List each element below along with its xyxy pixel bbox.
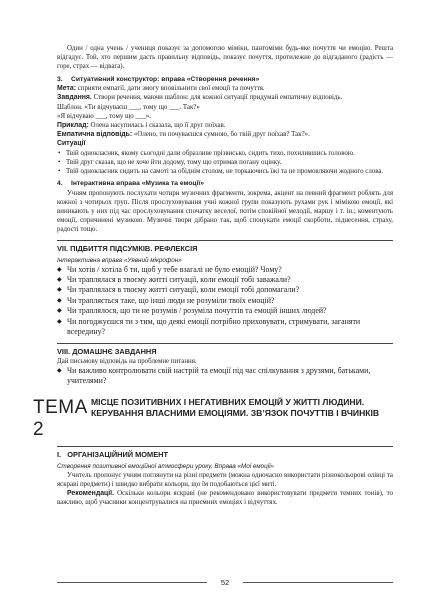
- list-item: • Твій однокласник, якому сьогодні дали образливе прізвисько, сидить тихо, похилившись головою.: [57, 149, 393, 158]
- section-7-subtitle: Інтерактивна вправа «Уявний мікрофон»: [57, 256, 182, 264]
- exercise-3-example: [57, 121, 393, 130]
- list-item: ◆ Чи хотів / хотіла б ти, щоб у тебе взагалі не було емоцій? Чому?: [57, 265, 393, 275]
- list-item: ◆ Чи траплялася в твоєму житті ситуації, коли емоції тобі заважали?: [57, 275, 393, 285]
- example-text: Олена насупилась і сказала, що її друг поїхав.: [88, 121, 226, 129]
- list-item: • Твій друг сказав, що не хоче йти додому, тому що отримав погану оцінку.: [57, 158, 393, 167]
- example-label: Приклад:: [57, 121, 89, 129]
- exercise-4-number: 4.: [57, 180, 63, 188]
- list-item: ◆ Чи траплялася в твоєму житті ситуації, коли емоції тобі допомагали?: [57, 285, 393, 295]
- exercise-4-text: Учням пропонують послухати чотири музичних фрагменти, зокрема, акцент на певний фрагмент роблять для кожної з чотирьох груп. Після прослуховування учні кожної групи показують рухами рук і мімікою емоції, які виникають у них під час прослуховування спочатку веселої, потім спокійної мелодії, маршу і т. ін.; коментують емоції, спричинені музикою. Музичні твори дібрано так, щоб спонукати емоції скорботи, піднесення, страху, радості тощо.: [57, 189, 393, 234]
- section-1: [57, 446, 393, 508]
- template-line-1: Шаблон. «Ти відчуваєш ___, тому що ___. Так?»: [57, 103, 200, 111]
- homework-questions: [57, 366, 393, 387]
- section-1-paragraph: Учитель пропонує учням поглянути на різні предмети (можна одночасно використати різнокольорові олівці та яскраві предмети) і швидко вибрати кольори, що їм подобаються цієї миті.: [57, 471, 393, 488]
- section-1-title: I. ОРГАНІЗАЦІЙНИЙ МОМЕНТ: [57, 449, 168, 459]
- recommendations-label: Рекомендації.: [67, 489, 115, 497]
- exercise-3-heading: [57, 75, 393, 85]
- empathic-label: Емпатична відповідь:: [57, 131, 133, 139]
- list-item: • Твій однокласник сидить на самоті за обіднім столом, не торкаючись їжі та не промовляючи жодного слова.: [57, 167, 393, 176]
- topic-header: [33, 396, 393, 441]
- section-1-subtitle: Створення позитивної емоційної атмосфери уроку. Вправа «Мої емоції»: [57, 462, 275, 470]
- exercise-3-empathic: [57, 130, 393, 139]
- topic-title: МІСЦЕ ПОЗИТИВНИХ І НЕГАТИВНИХ ЕМОЦІЙ У ЖИТТІ ЛЮДИНИ. КЕРУВАННЯ ВЛАСНИМИ ЕМОЦІЯМИ. ЗВ’ЯЗОК ПОЧУТТІВ І ВЧИНКІВ: [91, 396, 380, 418]
- list-item: ◆ Чи траплялося, що ти не розумів / розуміла почуттів та емоцій інших людей?: [57, 306, 393, 316]
- footer-rule-right: [243, 582, 393, 583]
- section-8-title: VIII. ДОМАШНЄ ЗАВДАННЯ: [57, 346, 157, 356]
- exercise-4-title: Інтерактивна вправа «Музика та емоції»: [71, 180, 204, 188]
- intro-paragraph: Один / одна учень / учениця показує за допомогою міміки, пантоміми будь-яке почуття чи емоцію. Решта відгадує. Той, хто першим дасть правильну відповідь, показує почуття, протилежне до відгаданого (радість — горе, страх — відвага).: [57, 45, 393, 71]
- topic-label: ТЕМА 2: [33, 396, 88, 440]
- exercise-3-number: 3.: [57, 75, 63, 83]
- exercise-3-title: Ситуативний конструктор: вправа «Створення речення»: [71, 75, 260, 83]
- page-content: [33, 44, 393, 507]
- section-7-title: VII. ПІДБИТТЯ ПІДСУМКІВ. РЕФЛЕКСІЯ: [57, 243, 198, 253]
- section-8: [57, 343, 393, 387]
- list-item: ◆ Чи важливо контролювати свій настрій та емоції під час спілкування з друзями, батьками, учителями?: [57, 366, 393, 387]
- section-7: [57, 240, 393, 338]
- exercise-3-task: [57, 93, 393, 102]
- reflection-questions: [57, 265, 393, 338]
- task-text: Створи речення, маючи шаблон: для кожної ситуації придумай емпатичну відповідь.: [91, 94, 343, 102]
- situations-title: Ситуації: [57, 140, 86, 148]
- empathic-text: «Олено, ти почуваєшся сумною, бо твій друг поїхав? Так?».: [132, 131, 310, 139]
- page-footer: [57, 577, 393, 589]
- homework-text: Дай письмову відповідь на проблемне питання.: [57, 357, 197, 365]
- exercise-4-heading: [57, 179, 393, 189]
- goal-label: Мета:: [57, 85, 76, 93]
- list-item: ◆ Чи трапляється таке, що інші люди не розуміли твоїх емоцій?: [57, 296, 393, 306]
- recommendations-text: Оскільки кольори яскраві (не рекомендовано використовувати предмети темних тонів), то важливо, щоб учасники концентрувалися на приємних емоціях і відчуттях.: [57, 489, 393, 507]
- task-label: Завдання.: [57, 94, 92, 102]
- page-number: 52: [220, 578, 230, 587]
- situations-list: [57, 149, 393, 177]
- footer-rule-left: [57, 582, 207, 583]
- section-1-recommendations: [57, 489, 393, 507]
- goal-text: сприяти емпатії, дати змогу вповільнити свої емоції та почуття.: [75, 85, 265, 93]
- exercise-3-goal: [57, 84, 393, 93]
- list-item: ◆ Чи погоджуєшся ти з тим, що деякі емоції потрібно приховувати, стримувати, заганяти всередину?: [57, 317, 393, 338]
- template-line-2: «Я відчуваю ___, тому що ___».: [57, 112, 151, 120]
